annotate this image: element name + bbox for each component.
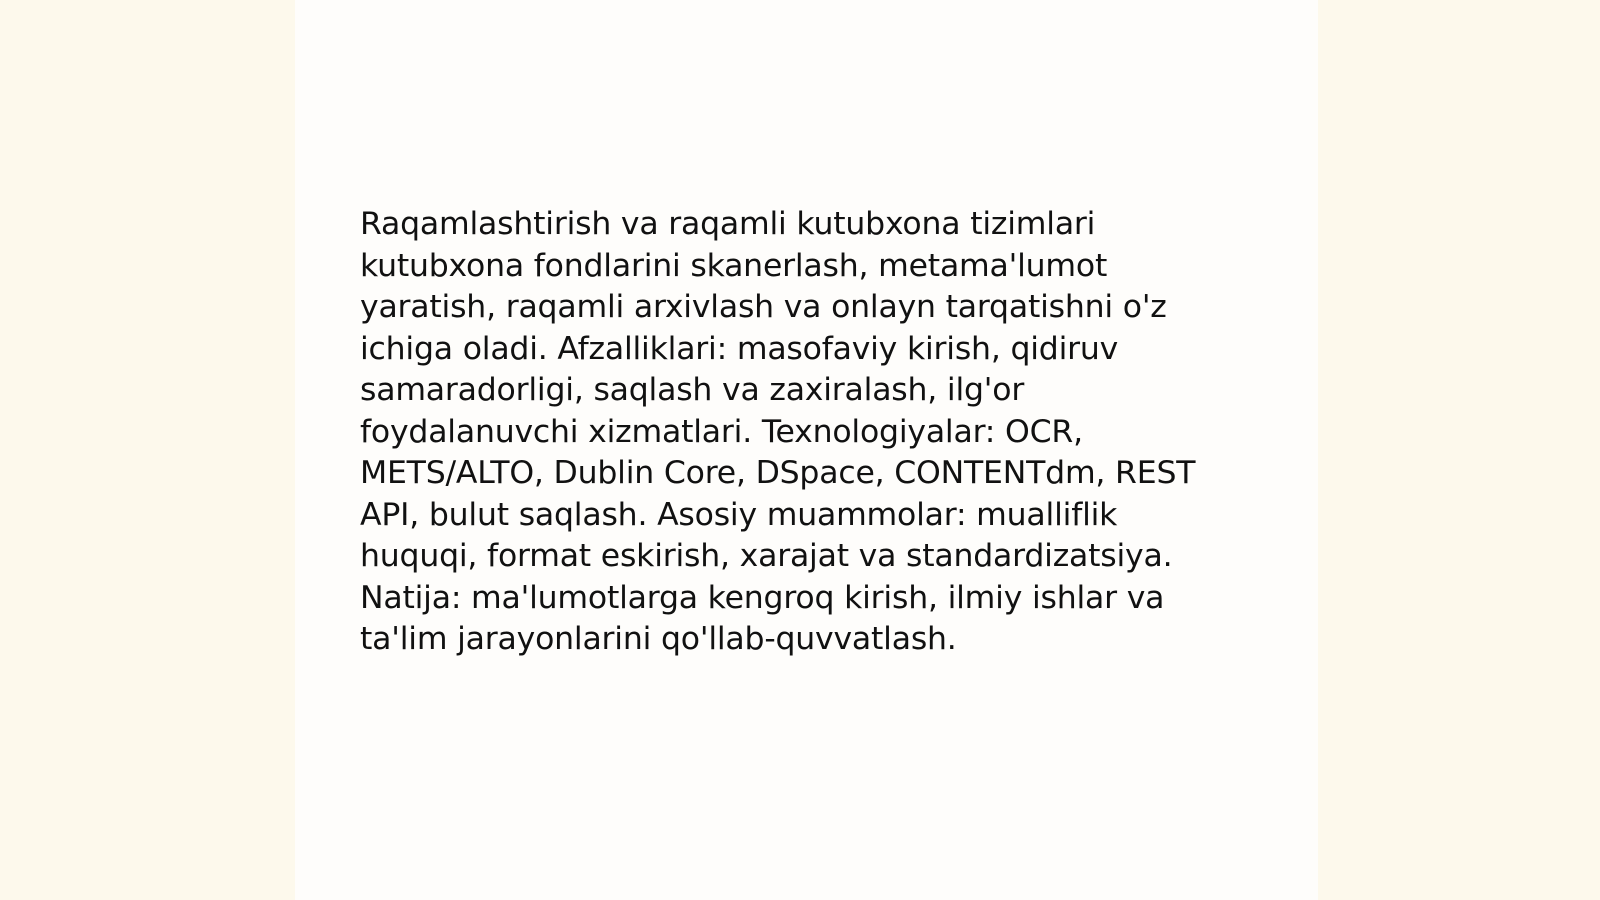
text-line: METS/ALTO, Dublin Core, DSpace, CONTENTdm, REST [360,455,1196,491]
text-line: yaratish, raqamli arxivlash va onlayn tarqatishni o'z [360,289,1167,325]
text-line: foydalanuvchi xizmatlari. Texnologiyalar: OCR, [360,413,1083,450]
text-line: Raqamlashtirish va raqamli kutubxona tizimlari [360,206,1096,242]
text-line: Natija: ma'lumotlarga kengroq kirish, ilmiy ishlar va [360,579,1165,616]
text-line: API, bulut saqlash. Asosiy muammolar: mualliflik [360,496,1118,533]
text-line: kutubxona fondlarini skanerlash, metama'lumot [360,247,1108,284]
text-line: ichiga oladi. Afzalliklari: masofaviy kirish, qidiruv [360,330,1119,367]
text-line: samaradorligi, saqlash va zaxiralash, ilg'or [360,372,1025,408]
text-line: huquqi, format eskirish, xarajat va standardizatsiya. [360,538,1173,574]
text-line: ta'lim jarayonlarini qo'llab-quvvatlash. [360,621,957,657]
body-paragraph [360,204,1240,661]
document-page [295,0,1318,900]
